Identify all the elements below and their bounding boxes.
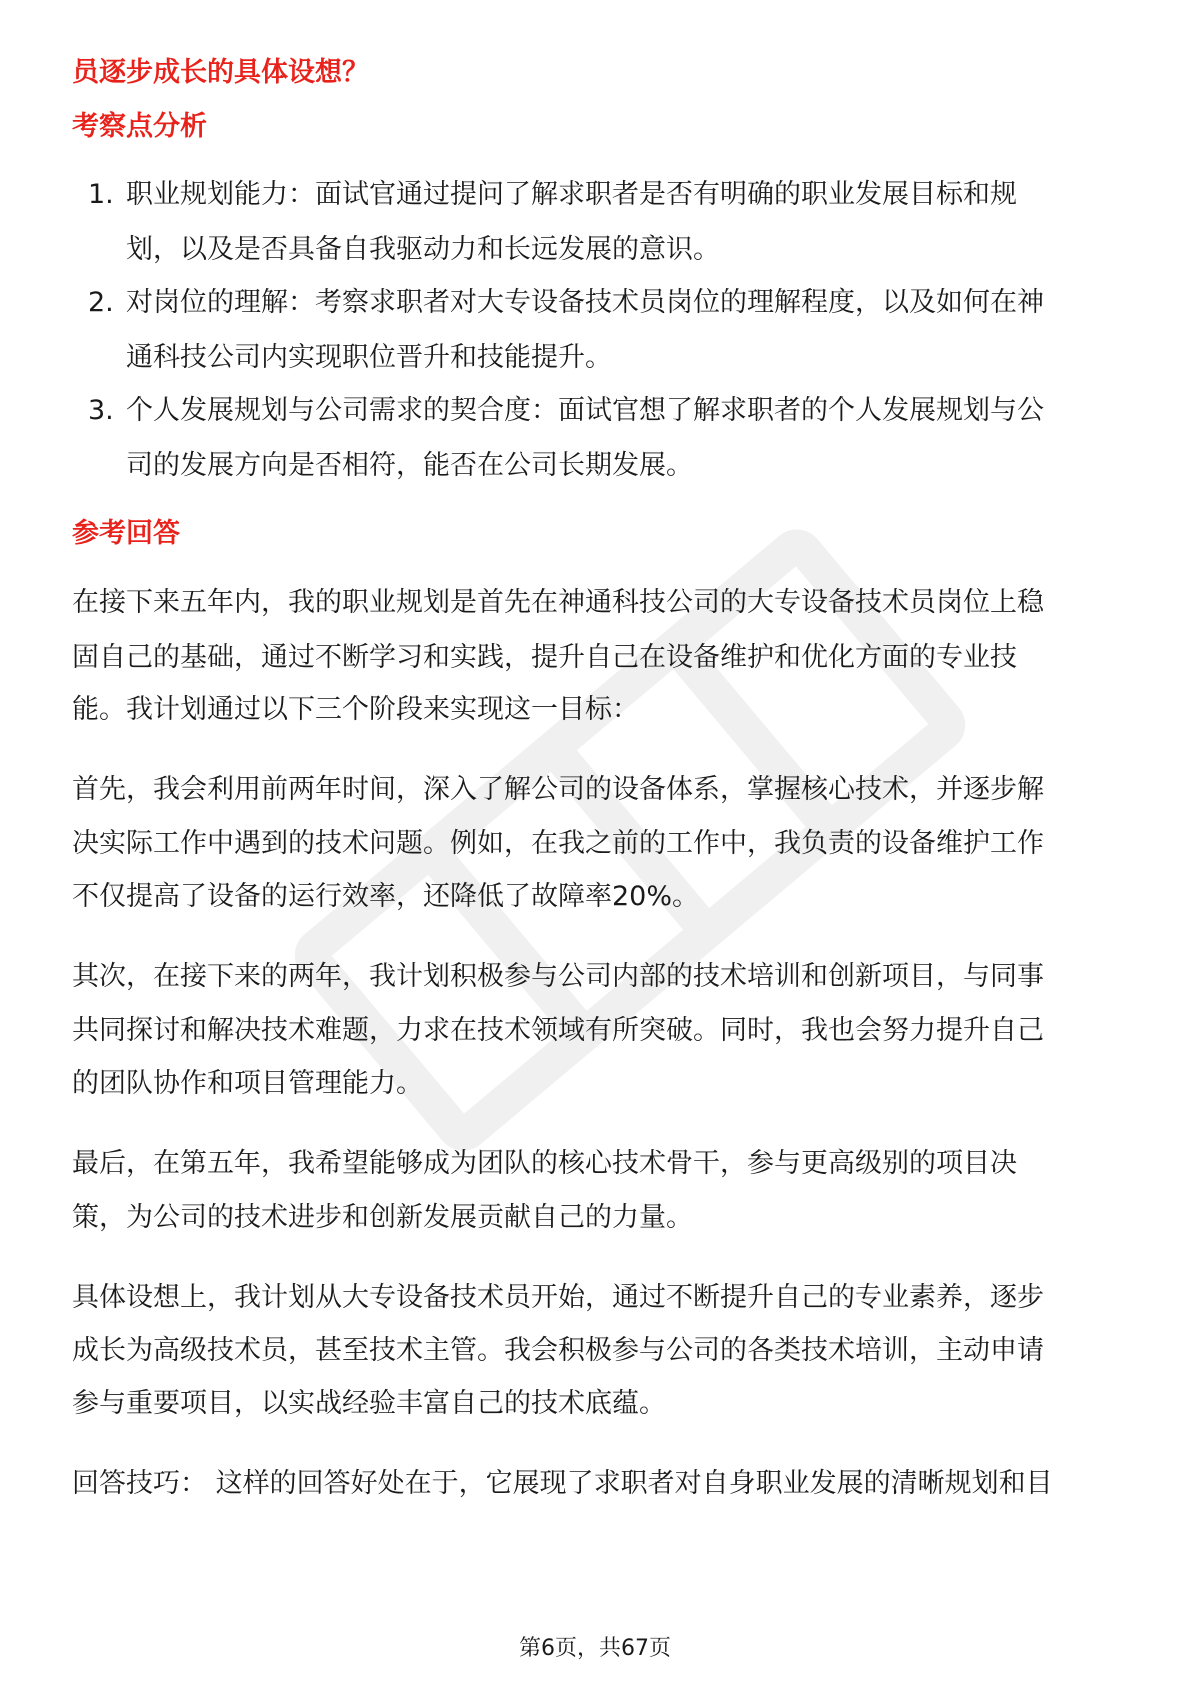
paragraph-line: 固自己的基础，通过不断学习和实践，提升自己在设备维护和优化方面的专业技 xyxy=(72,642,1017,673)
paragraph-line: 决实际工作中遇到的技术问题。例如，在我之前的工作中，我负责的设备维护工作 xyxy=(72,828,1044,859)
paragraph-line: 共同探讨和解决技术难题，力求在技术领域有所突破。同时，我也会努力提升自己 xyxy=(72,1015,1044,1046)
paragraph-line: 的团队协作和项目管理能力。 xyxy=(72,1068,423,1099)
list-number: 1. xyxy=(88,179,114,210)
paragraph-line: 具体设想上，我计划从大专设备技术员开始，通过不断提升自己的专业素养，逐步 xyxy=(72,1282,1044,1313)
paragraph-line: 首先，我会利用前两年时间，深入了解公司的设备体系，掌握核心技术，并逐步解 xyxy=(72,774,1044,805)
paragraph-line: 不仅提高了设备的运行效率，还降低了故障率20%。 xyxy=(72,881,700,912)
list-text-line: 个人发展规划与公司需求的契合度：面试官想了解求职者的个人发展规划与公 xyxy=(126,395,1044,426)
answer-heading: 参考回答 xyxy=(72,518,180,549)
analysis-heading: 考察点分析 xyxy=(72,111,207,142)
paragraph-line: 能。我计划通过以下三个阶段来实现这一目标： xyxy=(72,694,639,725)
list-number: 2. xyxy=(88,287,114,318)
list-number: 3. xyxy=(88,395,114,426)
paragraph-line: 最后，在第五年，我希望能够成为团队的核心技术骨干，参与更高级别的项目决 xyxy=(72,1148,1017,1179)
paragraph-line: 参与重要项目，以实战经验丰富自己的技术底蕴。 xyxy=(72,1388,666,1419)
list-text-line: 职业规划能力：面试官通过提问了解求职者是否有明确的职业发展目标和规 xyxy=(126,179,1017,210)
paragraph-line: 成长为高级技术员，甚至技术主管。我会积极参与公司的各类技术培训，主动申请 xyxy=(72,1335,1044,1366)
list-text-line: 对岗位的理解：考察求职者对大专设备技术员岗位的理解程度，以及如何在神 xyxy=(126,287,1044,318)
paragraph-line: 回答技巧： 这样的回答好处在于，它展现了求职者对自身职业发展的清晰规划和目 xyxy=(72,1468,1053,1499)
list-text-line: 划，以及是否具备自我驱动力和长远发展的意识。 xyxy=(126,234,720,265)
list-text-line: 通科技公司内实现职位晋升和技能提升。 xyxy=(126,342,612,373)
paragraph-line: 其次，在接下来的两年，我计划积极参与公司内部的技术培训和创新项目，与同事 xyxy=(72,961,1044,992)
question-heading-tail: 员逐步成长的具体设想？ xyxy=(72,57,369,88)
paragraph-line: 在接下来五年内，我的职业规划是首先在神通科技公司的大专设备技术员岗位上稳 xyxy=(72,587,1044,618)
page-number-footer: 第6页，共67页 xyxy=(519,1636,671,1661)
paragraph-line: 策，为公司的技术进步和创新发展贡献自己的力量。 xyxy=(72,1202,693,1233)
list-text-line: 司的发展方向是否相符，能否在公司长期发展。 xyxy=(126,450,693,481)
